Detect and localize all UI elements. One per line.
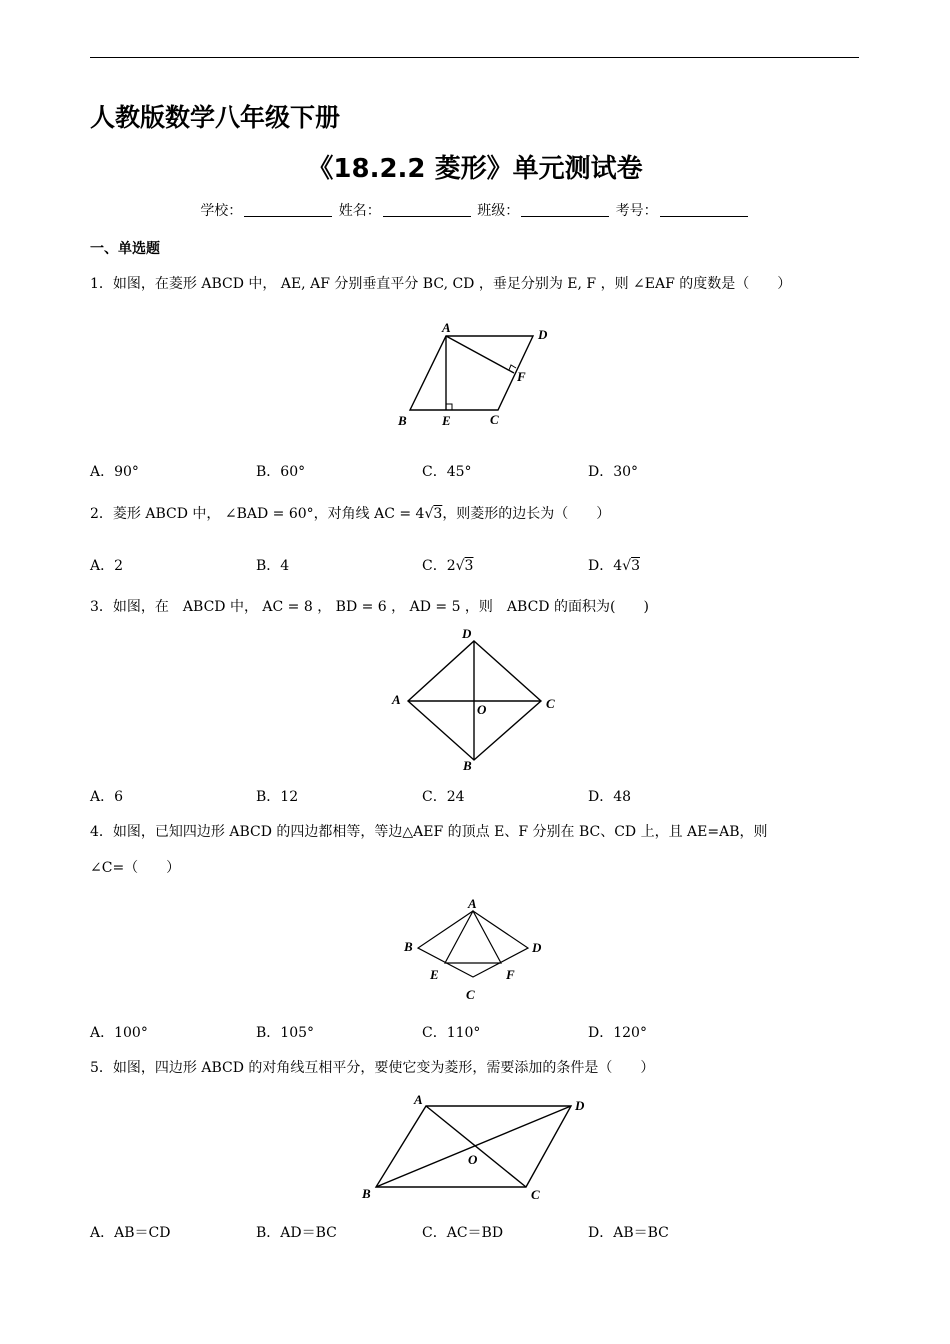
q1-segment-af: [446, 336, 514, 373]
q5-diagonal-ac: [426, 1106, 526, 1187]
q5-label-c: C: [531, 1187, 540, 1202]
q4-equilateral-aef: [445, 911, 501, 963]
q5-label-o: O: [468, 1152, 478, 1167]
question-2-text: [90, 504, 610, 524]
q3-option-b[interactable]: B．12: [256, 789, 299, 805]
q4-label-b: B: [404, 939, 413, 954]
q2-option-d-prefix: D．4: [588, 558, 623, 574]
question-3-text: 3．如图，在 ABCD 中， AC = 8 ， BD = 6 ， AD = 5 ，则 ABCD 的面积为( ): [90, 599, 649, 615]
question-4-text-line2: ∠C=（ ）: [90, 860, 181, 876]
class-blank[interactable]: [521, 202, 609, 217]
q5-option-c[interactable]: C．AC＝BD: [422, 1225, 504, 1241]
q4-label-e: E: [430, 967, 439, 982]
q1-label-e: E: [442, 413, 451, 428]
q4-option-a[interactable]: A．100°: [90, 1025, 148, 1041]
q1-option-d[interactable]: D．30°: [588, 464, 639, 480]
q4-label-f: F: [506, 967, 515, 982]
q1-label-f: F: [517, 369, 526, 384]
q1-option-a[interactable]: A．90°: [90, 464, 139, 480]
question-4-figure: [400, 893, 548, 1003]
q1-label-d: D: [538, 327, 548, 342]
q3-option-c[interactable]: C．24: [422, 789, 465, 805]
q3-label-d: D: [462, 626, 472, 641]
q5-option-b[interactable]: B．AD＝BC: [256, 1225, 337, 1241]
q2-option-d-radicand: 3: [631, 558, 640, 574]
q2-option-c-radicand: 3: [464, 558, 474, 574]
q2-text-part-2: ，则菱形的边长为（ ）: [442, 506, 611, 522]
q1-rhombus-abcd: [410, 336, 533, 410]
sqrt-icon: √: [424, 506, 434, 522]
school-label: 学校：: [200, 203, 243, 219]
q4-label-a: A: [468, 896, 477, 911]
q2-text-part-1: 2．菱形 ABCD 中， ∠BAD = 60°，对角线 AC = 4: [90, 506, 425, 522]
q1-option-c[interactable]: C．45°: [422, 464, 472, 480]
question-1-text: 1．如图，在菱形 ABCD 中， AE, AF 分别垂直平分 BC, CD ，垂足分别为 E, F ，则 ∠EAF 的度数是（ ）: [90, 276, 792, 292]
name-blank[interactable]: [383, 202, 471, 217]
q2-option-c-prefix: C．2: [422, 558, 456, 574]
q2-text-radicand: 3: [433, 506, 443, 522]
question-1-figure: [390, 318, 560, 434]
school-blank[interactable]: [244, 202, 332, 217]
q5-option-a[interactable]: A．AB＝CD: [90, 1225, 171, 1241]
q1-right-angle-f: [509, 365, 516, 370]
q2-option-a[interactable]: A．2: [90, 558, 124, 574]
q5-label-a: A: [414, 1092, 423, 1107]
q2-option-c[interactable]: [422, 555, 473, 575]
q5-diagonal-bd: [376, 1106, 571, 1187]
q5-option-d[interactable]: D．AB＝BC: [588, 1225, 669, 1241]
q5-label-d: D: [575, 1098, 585, 1113]
student-info-line: [0, 200, 950, 220]
q5-label-b: B: [362, 1186, 371, 1201]
q1-option-b[interactable]: B．60°: [256, 464, 306, 480]
question-4-text-line1: 4．如图，已知四边形 ABCD 的四边都相等，等边△AEF 的顶点 E、F 分别在 BC、CD 上，且 AE=AB，则: [90, 824, 768, 840]
q1-right-angle-e: [446, 404, 452, 410]
question-3-figure: [386, 624, 562, 774]
q4-option-b[interactable]: B．105°: [256, 1025, 315, 1041]
q3-label-b: B: [463, 758, 472, 773]
q3-label-c: C: [546, 696, 555, 711]
q3-label-a: A: [392, 692, 401, 707]
sqrt-icon: √: [455, 558, 465, 574]
doc-title: 人教版数学八年级下册: [90, 103, 341, 132]
q4-label-d: D: [532, 940, 542, 955]
q2-option-b[interactable]: B．4: [256, 558, 290, 574]
doc-subtitle: 《18.2.2 菱形》单元测试卷: [307, 154, 643, 184]
section-title: 一、单选题: [90, 241, 160, 257]
q3-option-a[interactable]: A．6: [90, 789, 124, 805]
q3-label-o: O: [477, 702, 487, 717]
q4-label-c: C: [466, 987, 475, 1002]
exam-no-blank[interactable]: [660, 202, 748, 217]
class-label: 班级：: [477, 203, 520, 219]
q2-option-d[interactable]: [588, 555, 640, 575]
q4-option-d[interactable]: D．120°: [588, 1025, 647, 1041]
sqrt-icon: √: [622, 558, 632, 574]
name-label: 姓名：: [338, 203, 381, 219]
q1-label-a: A: [442, 320, 451, 335]
question-5-text: 5．如图，四边形 ABCD 的对角线互相平分，要使它变为菱形，需要添加的条件是（ ）: [90, 1060, 655, 1076]
q4-option-c[interactable]: C．110°: [422, 1025, 481, 1041]
q3-option-d[interactable]: D．48: [588, 789, 632, 805]
question-5-figure: [356, 1088, 596, 1208]
q1-label-c: C: [490, 412, 499, 427]
exam-no-label: 考号：: [615, 203, 658, 219]
q1-label-b: B: [398, 413, 407, 428]
header-rule: [90, 57, 859, 58]
